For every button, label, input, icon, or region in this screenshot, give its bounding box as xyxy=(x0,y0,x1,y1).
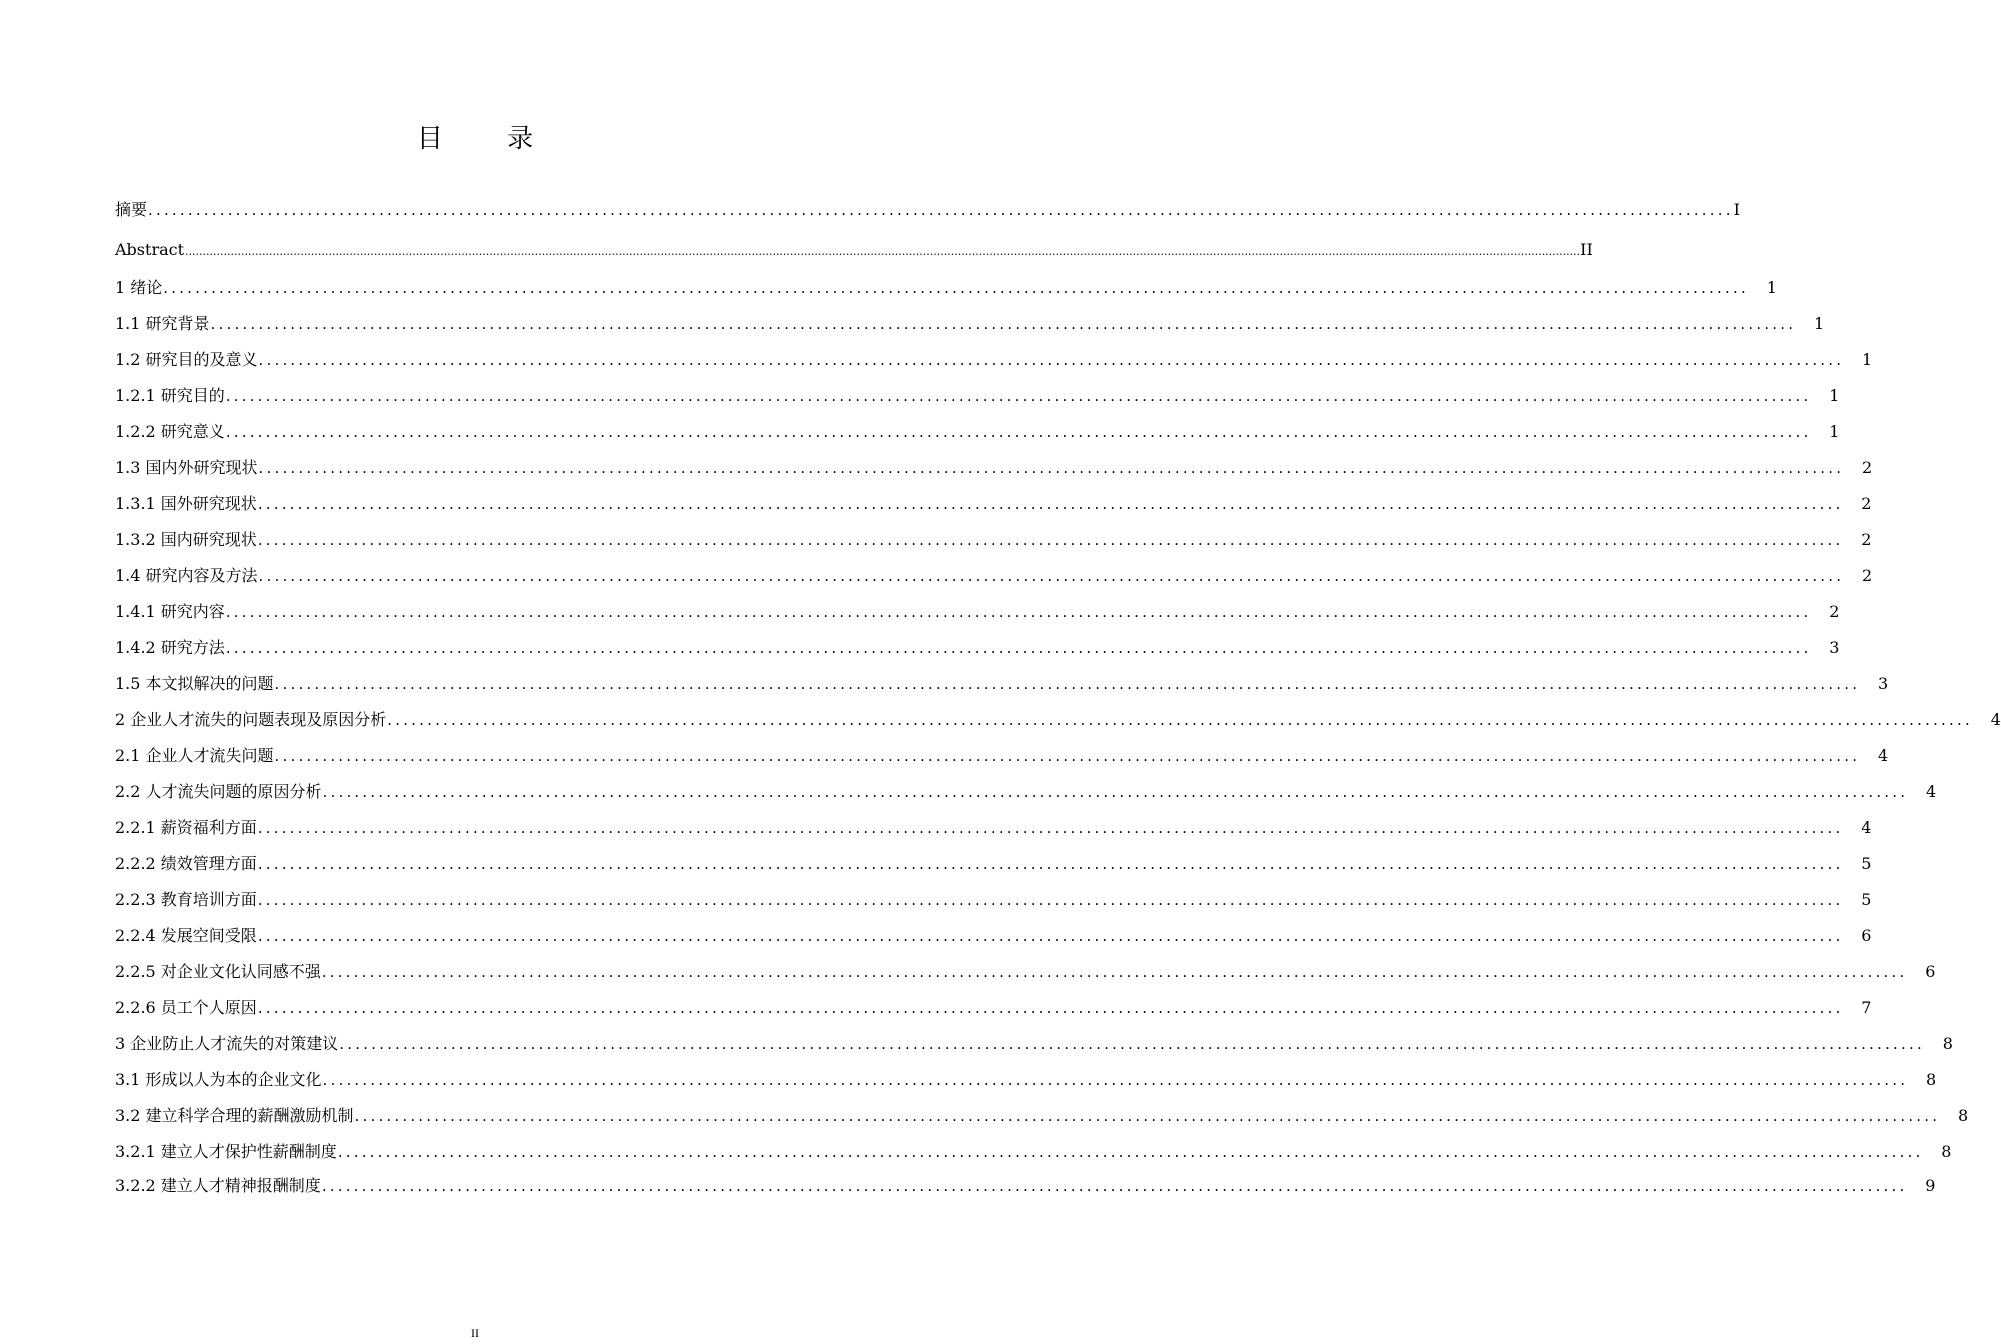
toc-entry[interactable] xyxy=(115,926,1872,946)
toc-leader-dots: ....................................................................................................................................................................................................... xyxy=(225,603,1812,621)
toc-entry-label: 2.2.5 对企业文化认同感不强 xyxy=(115,962,321,981)
toc-entry[interactable] xyxy=(115,1142,1952,1162)
toc-entry-page-number: 1 xyxy=(1862,350,1873,369)
toc-leader-dots: ....................................................................................................................................................................................................... xyxy=(321,963,1908,981)
toc-leader-dots: ....................................................................................................................................................................................................... xyxy=(257,819,1844,837)
toc-entry-label: Abstract xyxy=(115,240,185,259)
toc-entry[interactable] xyxy=(115,278,1777,298)
toc-entry-label: 1.2 研究目的及意义 xyxy=(115,350,258,369)
toc-leader-dots: ....................................................................................................................................................................................................... xyxy=(225,639,1812,657)
toc-entry-page-number: 6 xyxy=(1861,926,1872,945)
toc-entry-label: 2 企业人才流失的问题表现及原因分析 xyxy=(115,710,387,729)
toc-entry[interactable] xyxy=(115,998,1872,1018)
toc-entry[interactable] xyxy=(115,566,1873,586)
toc-entry[interactable] xyxy=(115,530,1872,550)
toc-entry-label: 1.5 本文拟解决的问题 xyxy=(115,674,274,693)
toc-entry-page-number: 5 xyxy=(1861,854,1872,873)
toc-leader-dots: ....................................................................................................................................................................................................... xyxy=(274,747,1861,765)
toc-leader-dots: ....................................................................................................................................................................................................... xyxy=(257,495,1844,513)
toc-entry-label: 3.2 建立科学合理的薪酬激励机制 xyxy=(115,1106,354,1125)
toc-leader-dots: ....................................................................................................................................................................................................... xyxy=(257,531,1844,549)
toc-entry-label: 2.2.4 发展空间受限 xyxy=(115,926,257,945)
toc-entry-label: 1.4.1 研究内容 xyxy=(115,602,225,621)
toc-entry-page-number: 2 xyxy=(1861,530,1872,549)
toc-entry-label: 1.1 研究背景 xyxy=(115,314,210,333)
toc-entry-page-number: 5 xyxy=(1861,890,1872,909)
toc-entry-page-number: 8 xyxy=(1958,1106,1969,1125)
toc-entry[interactable] xyxy=(115,782,1937,802)
toc-entry-page-number: 2 xyxy=(1862,566,1873,585)
toc-leader-dots: ....................................................................................................................................................................................................... xyxy=(337,1143,1924,1161)
toc-entry[interactable] xyxy=(115,1106,1969,1126)
toc-leader-dots: ....................................................................................................................................................................................................... xyxy=(322,1071,1909,1089)
toc-entry-page-number: 4 xyxy=(1990,710,2001,729)
toc-leader-dots: ....................................................................................................................................................................................................... xyxy=(148,201,1734,219)
toc-entry-label: 2.2.6 员工个人原因 xyxy=(115,998,257,1017)
toc-entry-label: 1.4.2 研究方法 xyxy=(115,638,225,657)
toc-entry[interactable] xyxy=(115,1034,1953,1054)
toc-entry-label: 3.2.1 建立人才保护性薪酬制度 xyxy=(115,1142,337,1161)
toc-entry-page-number: 2 xyxy=(1829,602,1840,621)
toc-entry[interactable] xyxy=(115,674,1889,694)
toc-entry[interactable] xyxy=(115,386,1840,406)
toc-entry-label: 摘要 xyxy=(115,200,148,219)
toc-entry[interactable] xyxy=(115,1070,1937,1090)
toc-title: 目 录 xyxy=(416,124,562,154)
toc-entry-label: 1.2.2 研究意义 xyxy=(115,422,225,441)
toc-entry-page-number: 2 xyxy=(1862,458,1873,477)
toc-entry-label: 1.4 研究内容及方法 xyxy=(115,566,258,585)
toc-entry[interactable] xyxy=(115,494,1872,514)
toc-entry[interactable] xyxy=(115,422,1840,442)
toc-leader-dots: ....................................................................................................................................................................................................... xyxy=(210,315,1797,333)
toc-entry-label: 3 企业防止人才流失的对策建议 xyxy=(115,1034,339,1053)
toc-entry-page-number: I xyxy=(1733,200,1740,219)
toc-entry[interactable] xyxy=(115,638,1840,658)
toc-entry-label: 2.2.2 绩效管理方面 xyxy=(115,854,257,873)
toc-leader-dots: ....................................................................................................................................................................................................... xyxy=(258,351,1845,369)
toc-entry[interactable] xyxy=(115,890,1872,910)
toc-entry-label: 1 绪论 xyxy=(115,278,163,297)
toc-entry-page-number: 4 xyxy=(1878,746,1889,765)
toc-entry-label: 3.2.2 建立人才精神报酬制度 xyxy=(115,1176,321,1195)
toc-entry-page-number: 1 xyxy=(1829,422,1840,441)
toc-leader-dots: ....................................................................................................................................................................................................... xyxy=(257,999,1844,1017)
toc-leader-dots: ....................................................................................................................................................................................................... xyxy=(321,1177,1908,1195)
toc-entry-page-number: 3 xyxy=(1829,638,1840,657)
toc-leader-dots: ....................................................................................................................................................................................................... xyxy=(225,387,1812,405)
toc-leader-dots: ....................................................................................................................................................................................................... xyxy=(225,423,1812,441)
toc-entry-page-number: 8 xyxy=(1942,1034,1953,1053)
toc-entry-page-number: 6 xyxy=(1925,962,1936,981)
toc-entry-label: 2.2.1 薪资福利方面 xyxy=(115,818,257,837)
page-number-footer: II xyxy=(471,1326,479,1340)
toc-leader-dots: ....................................................................................................................................................................................................... xyxy=(163,279,1749,297)
toc-entry-label: 2.2 人才流失问题的原因分析 xyxy=(115,782,322,801)
toc-entry[interactable] xyxy=(115,240,1593,262)
toc-leader-dots: ....................................................................................................................................................................................................... xyxy=(257,927,1844,945)
toc-entry-page-number: 8 xyxy=(1941,1142,1952,1161)
toc-leader-dots: ....................................................................................................................................................................................................... xyxy=(258,459,1845,477)
toc-entry-page-number: 7 xyxy=(1861,998,1872,1017)
toc-leader-dots: ....................................................................................................................................................................................................... xyxy=(322,783,1909,801)
toc-entry-label: 1.3 国内外研究现状 xyxy=(115,458,258,477)
toc-leader-dots: ............................................................................................................................................................................................................................................................................................................................................................................................................... xyxy=(185,245,1581,258)
toc-entry-label: 1.2.1 研究目的 xyxy=(115,386,225,405)
toc-entry-page-number: II xyxy=(1580,240,1593,259)
toc-entry[interactable] xyxy=(115,962,1936,982)
toc-leader-dots: ....................................................................................................................................................................................................... xyxy=(257,855,1844,873)
toc-entry[interactable] xyxy=(115,350,1873,370)
toc-entry-label: 2.2.3 教育培训方面 xyxy=(115,890,257,909)
toc-entry[interactable] xyxy=(115,854,1872,874)
toc-entry-page-number: 4 xyxy=(1926,782,1937,801)
toc-entry-page-number: 4 xyxy=(1861,818,1872,837)
toc-entry[interactable] xyxy=(115,314,1825,334)
toc-entry-label: 3.1 形成以人为本的企业文化 xyxy=(115,1070,322,1089)
toc-entry-label: 1.3.1 国外研究现状 xyxy=(115,494,257,513)
toc-entry-page-number: 8 xyxy=(1926,1070,1937,1089)
toc-entry[interactable] xyxy=(115,818,1872,838)
toc-leader-dots: ....................................................................................................................................................................................................... xyxy=(274,675,1861,693)
toc-entry-page-number: 1 xyxy=(1829,386,1840,405)
toc-entry-page-number: 9 xyxy=(1925,1176,1936,1195)
toc-leader-dots: ....................................................................................................................................................................................................... xyxy=(354,1107,1941,1125)
toc-leader-dots: ....................................................................................................................................................................................................... xyxy=(257,891,1844,909)
toc-entry-page-number: 1 xyxy=(1814,314,1825,333)
toc-leader-dots: ....................................................................................................................................................................................................... xyxy=(387,711,1973,729)
toc-entry[interactable] xyxy=(115,602,1840,622)
toc-entry[interactable] xyxy=(115,710,2001,730)
toc-entry-page-number: 1 xyxy=(1766,278,1777,297)
toc-entry-page-number: 3 xyxy=(1878,674,1889,693)
toc-entry-label: 2.1 企业人才流失问题 xyxy=(115,746,274,765)
toc-leader-dots: ....................................................................................................................................................................................................... xyxy=(339,1035,1925,1053)
toc-entry-label: 1.3.2 国内研究现状 xyxy=(115,530,257,549)
toc-entry[interactable] xyxy=(115,458,1873,478)
toc-entry[interactable] xyxy=(115,746,1889,766)
toc-entry[interactable] xyxy=(115,200,1740,220)
toc-entry[interactable] xyxy=(115,1176,1936,1196)
toc-entry-page-number: 2 xyxy=(1861,494,1872,513)
toc-leader-dots: ....................................................................................................................................................................................................... xyxy=(258,567,1845,585)
